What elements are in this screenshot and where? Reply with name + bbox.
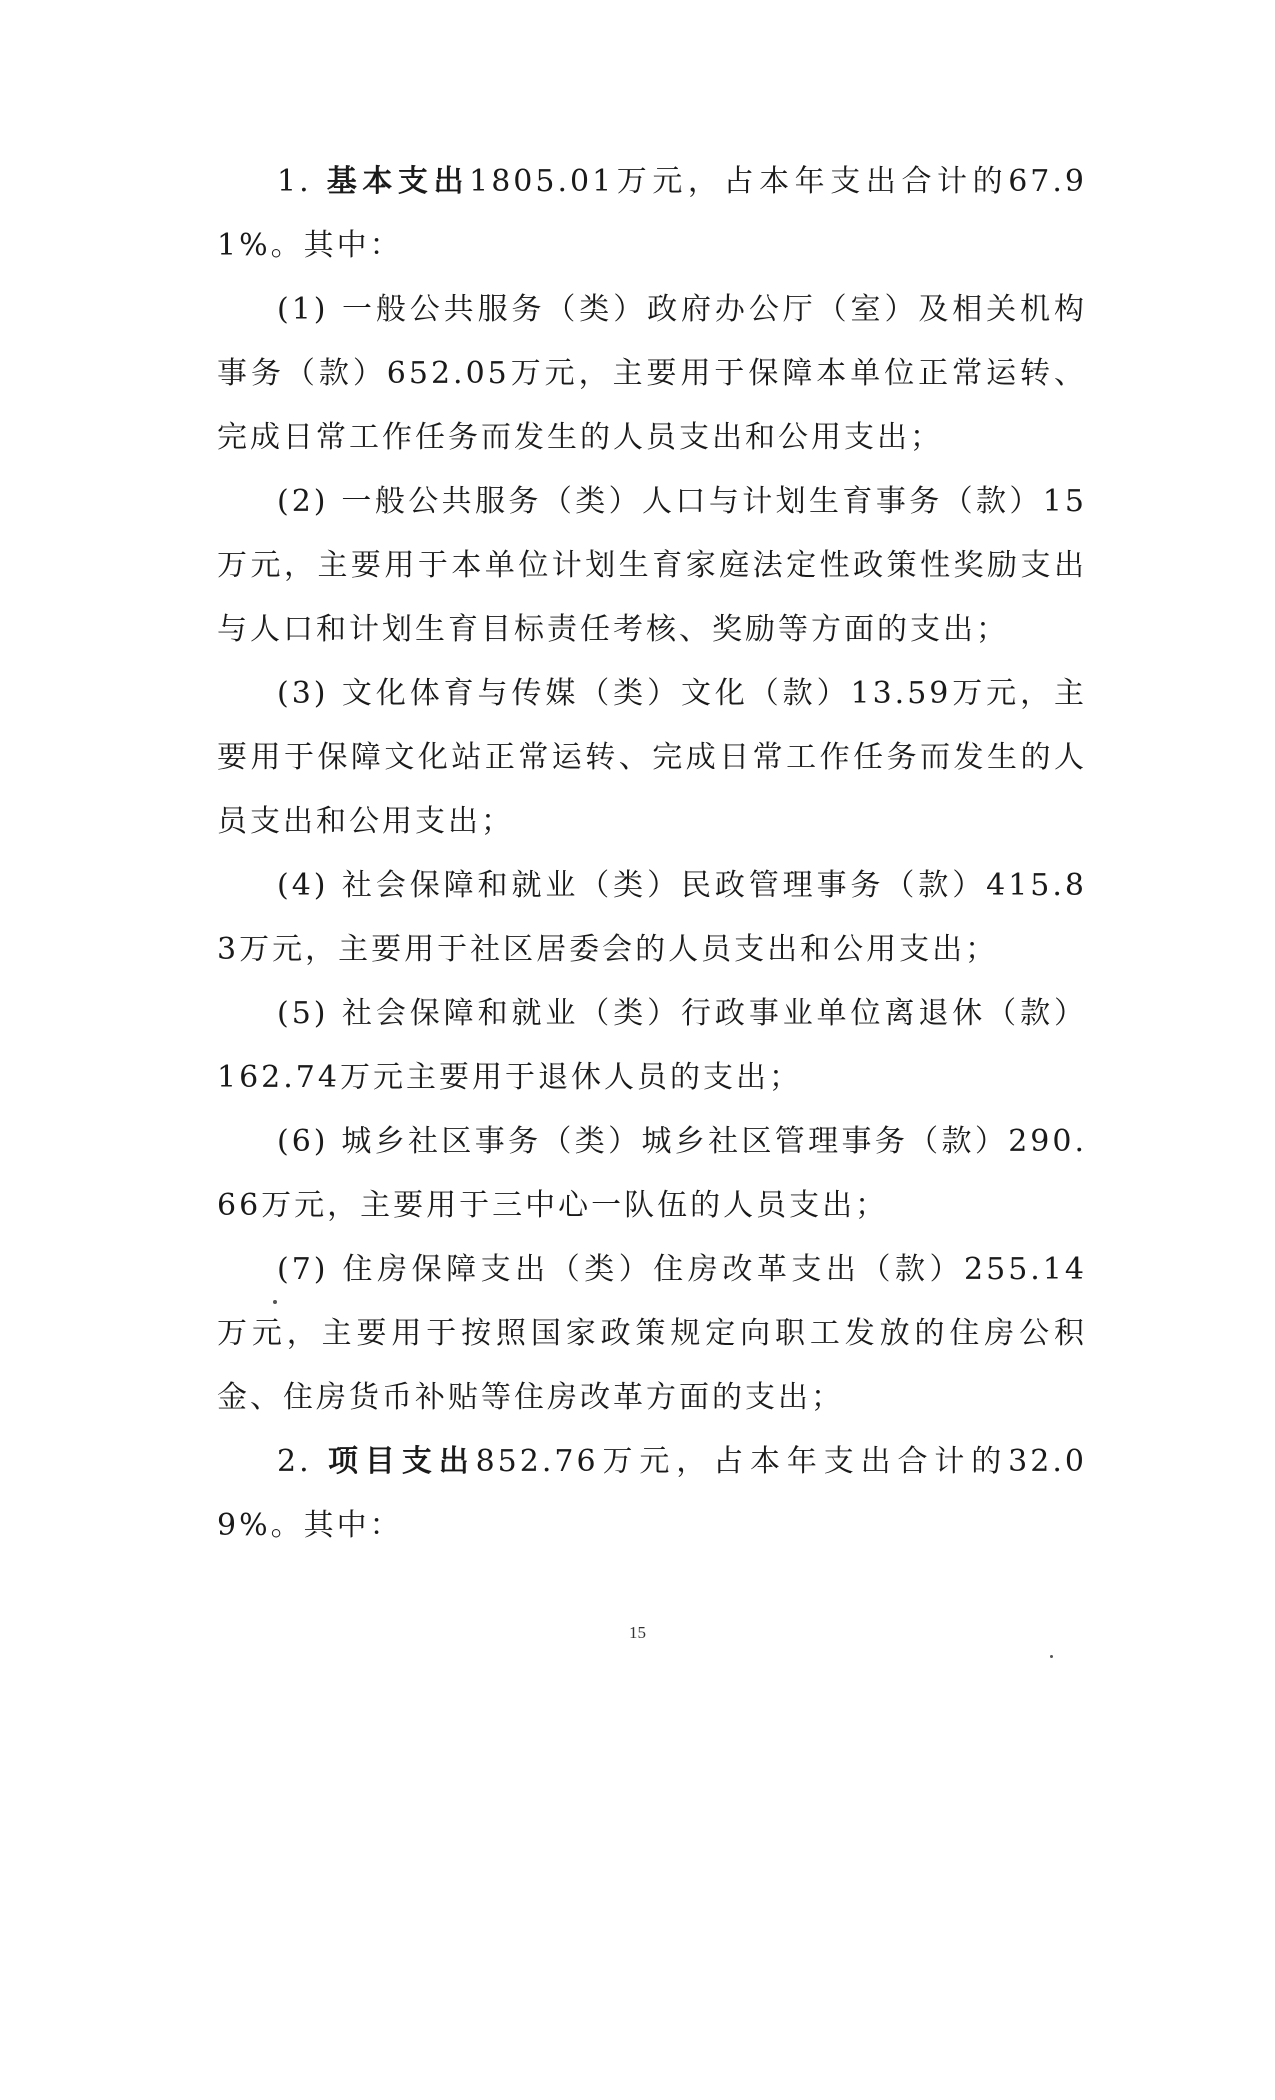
paragraph-item-1: (1) 一般公共服务（类）政府办公厅（室）及相关机构事务（款）652.05万元，主要用于保障本单位正常运转、完成日常工作任务而发生的人员支出和公用支出； [217, 292, 1087, 455]
scan-speck [273, 1300, 277, 1304]
paragraph-project-expenditure [217, 1430, 1087, 1558]
paragraph-lead: 1. [277, 164, 327, 199]
paragraph-text: 852.76万元，占本年支出合计的32.09%。其中： [217, 1444, 1087, 1543]
paragraph-item-2: (2) 一般公共服务（类）人口与计划生育事务（款）15万元，主要用于本单位计划生育家庭法定性政策性奖励支出与人口和计划生育目标责任考核、奖励等方面的支出； [217, 484, 1087, 647]
paragraph-basic-expenditure [217, 150, 1087, 278]
paragraph-item-7: (7) 住房保障支出（类）住房改革支出（款）255.14万元，主要用于按照国家政策规定向职工发放的住房公积金、住房货币补贴等住房改革方面的支出； [217, 1252, 1087, 1415]
basic-expenditure-heading: 基本支出 [326, 164, 470, 199]
paragraph-text: 1805.01万元，占本年支出合计的67.91%。其中： [217, 164, 1088, 263]
scan-speck [1050, 1655, 1053, 1658]
paragraph-item-6: (6) 城乡社区事务（类）城乡社区管理事务（款）290.66万元，主要用于三中心一队伍的人员支出； [217, 1124, 1087, 1223]
paragraph-item-3: (3) 文化体育与传媒（类）文化（款）13.59万元，主要用于保障文化站正常运转、完成日常工作任务而发生的人员支出和公用支出； [217, 676, 1087, 839]
paragraph-lead: 2. [277, 1444, 329, 1479]
document-body [217, 150, 1087, 1558]
page-number: 15 [629, 1623, 646, 1642]
paragraph-item-5: (5) 社会保障和就业（类）行政事业单位离退休（款）162.74万元主要用于退休人员的支出； [217, 996, 1087, 1095]
paragraph-item-4: (4) 社会保障和就业（类）民政管理事务（款）415.83万元，主要用于社区居委会的人员支出和公用支出； [217, 868, 1087, 967]
project-expenditure-heading: 项目支出 [328, 1444, 476, 1479]
